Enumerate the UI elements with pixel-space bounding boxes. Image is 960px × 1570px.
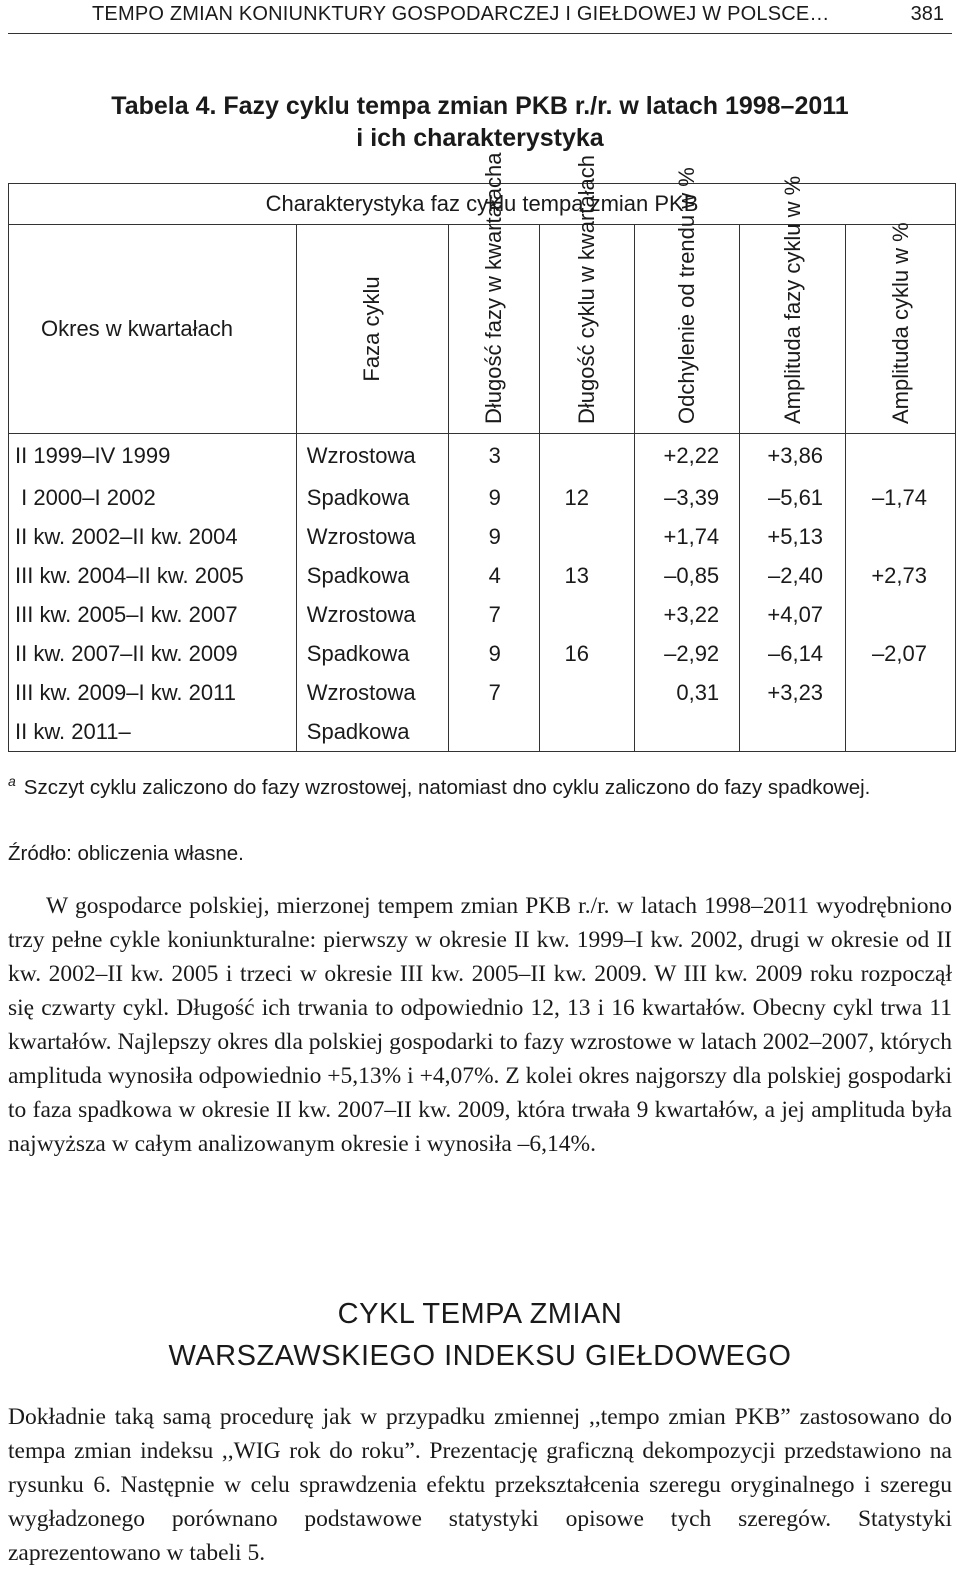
phase-length-cell	[448, 712, 540, 752]
table-caption-line2: i ich charakterystyka	[356, 124, 604, 152]
table-span-header: Charakterystyka faz cyklu tempa zmian PKB	[9, 184, 956, 225]
period-cell: III kw. 2005–I kw. 2007	[9, 595, 297, 634]
phase-length-cell: 9	[448, 517, 540, 556]
column-header-amplituda-fazy: Amplituda fazy cyklu w %	[740, 225, 846, 434]
period-cell: I 2000–I 2002	[9, 478, 297, 517]
phase-amplitude-cell: +4,07	[740, 595, 846, 634]
section-heading-line2: WARSZAWSKIEGO INDEKSU GIEŁDOWEGO	[168, 1340, 792, 1372]
cycle-length-cell	[540, 595, 635, 634]
cycle-amplitude-cell: –2,07	[846, 634, 956, 673]
period-cell: III kw. 2004–II kw. 2005	[9, 556, 297, 595]
table-footnote	[8, 767, 952, 802]
table-row	[9, 673, 956, 712]
table-body	[9, 434, 956, 752]
phase-cell: Wzrostowa	[296, 673, 448, 712]
table-row	[9, 556, 956, 595]
table-row	[9, 634, 956, 673]
trend-deviation-cell: +3,22	[635, 595, 740, 634]
trend-deviation-cell: +2,22	[635, 434, 740, 479]
phase-cell: Wzrostowa	[296, 595, 448, 634]
cycle-length-cell	[540, 434, 635, 479]
cycle-length-cell: 13	[540, 556, 635, 595]
phase-cell: Spadkowa	[296, 556, 448, 595]
cycle-amplitude-cell	[846, 434, 956, 479]
period-cell: III kw. 2009–I kw. 2011	[9, 673, 297, 712]
phase-length-cell: 9	[448, 478, 540, 517]
table-caption	[0, 90, 960, 154]
table-row	[9, 595, 956, 634]
phase-length-cell: 7	[448, 673, 540, 712]
table-row	[9, 517, 956, 556]
phase-cell: Spadkowa	[296, 478, 448, 517]
cycle-length-cell	[540, 517, 635, 556]
table-row	[9, 434, 956, 479]
section-heading	[0, 1293, 960, 1377]
period-cell: II kw. 2007–II kw. 2009	[9, 634, 297, 673]
phase-length-cell: 7	[448, 595, 540, 634]
column-header-odchylenie: Odchylenie od trendu w %	[635, 225, 740, 434]
cycle-amplitude-cell	[846, 517, 956, 556]
cycle-length-cell	[540, 712, 635, 752]
column-header-dlugosc-cyklu: Długość cyklu w kwartałach	[540, 225, 635, 434]
trend-deviation-cell: 0,31	[635, 673, 740, 712]
cycle-amplitude-cell: –1,74	[846, 478, 956, 517]
period-cell: II 1999–IV 1999	[9, 434, 297, 479]
table-row	[9, 478, 956, 517]
column-header-okres: Okres w kwartałach	[9, 225, 297, 434]
column-header-dlugosc-fazy: Długość fazy w kwartałacha	[448, 225, 540, 434]
phase-amplitude-cell	[740, 712, 846, 752]
phase-cell: Spadkowa	[296, 712, 448, 752]
trend-deviation-cell: –0,85	[635, 556, 740, 595]
table-source: Źródło: obliczenia własne.	[8, 842, 244, 865]
period-cell: II kw. 2002–II kw. 2004	[9, 517, 297, 556]
trend-deviation-cell: –2,92	[635, 634, 740, 673]
cycle-amplitude-cell	[846, 673, 956, 712]
body-paragraph-2: Dokładnie taką samą procedurę jak w przypadku zmiennej ,,tempo zmian PKB” zastosowano do tempa zmian indeksu ,,WIG rok do roku”. Prezentację graficzną dekompozycji przedstawiono na rysunku 6. Następnie w celu sprawdzenia efektu przekształcenia szeregu oryginalnego i szeregu wygładzonego porównano podstawowe statystyki opisowe tych szeregów. Statystyki zaprezentowano w tabeli 5.	[8, 1404, 952, 1566]
column-header-faza: Faza cyklu	[296, 225, 448, 434]
cycle-amplitude-cell: +2,73	[846, 556, 956, 595]
cycle-length-cell: 16	[540, 634, 635, 673]
table-caption-line1: Tabela 4. Fazy cyklu tempa zmian PKB r./r. w latach 1998–2011	[111, 92, 849, 120]
body-paragraph-1: W gospodarce polskiej, mierzonej tempem zmian PKB r./r. w latach 1998–2011 wyodrębniono trzy pełne cykle koniunkturalne: pierwszy w okresie II kw. 1999–I kw. 2002, drugi w okresie od II kw. 2002–II kw. 2005 i trzeci w okresie III kw. 2005–II kw. 2009. W III kw. 2009 roku rozpoczął się czwarty cykl. Długość ich trwania to odpowiednio 12, 13 i 16 kwartałów. Obecny cykl trwa 11 kwartałów. Najlepszy okres dla polskiej gospodarki to fazy wzrostowe w latach 2002–2007, których amplituda wynosiła odpowiednio +5,13% i +4,07%. Z kolei okres najgorszy dla polskiej gospodarki to faza spadkowa w okresie II kw. 2007–II kw. 2009, która trwała 9 kwartałów, a jej amplituda była najwyższa w całym analizowanym okresie i wynosiła –6,14%.	[8, 893, 952, 1157]
phase-cell: Wzrostowa	[296, 434, 448, 479]
phase-amplitude-cell: –6,14	[740, 634, 846, 673]
table-row	[9, 712, 956, 752]
section-heading-line1: CYKL TEMPA ZMIAN	[337, 1298, 623, 1330]
cycle-length-cell	[540, 673, 635, 712]
trend-deviation-cell: –3,39	[635, 478, 740, 517]
period-cell: II kw. 2011–	[9, 712, 297, 752]
phase-cell: Spadkowa	[296, 634, 448, 673]
cycle-phases-table	[8, 152, 956, 752]
column-header-amplituda-cyklu: Amplituda cyklu w %	[846, 225, 956, 434]
phase-amplitude-cell: +3,23	[740, 673, 846, 712]
cycle-length-cell: 12	[540, 478, 635, 517]
phase-amplitude-cell: –2,40	[740, 556, 846, 595]
footnote-text: Szczyt cyklu zaliczono do fazy wzrostowej, natomiast dno cyklu zaliczono do fazy spadkowej.	[23, 775, 871, 799]
page-number: 381	[910, 3, 944, 25]
phase-cell: Wzrostowa	[296, 517, 448, 556]
running-header	[8, 0, 952, 34]
phase-amplitude-cell: +5,13	[740, 517, 846, 556]
footnote-marker: a	[8, 773, 16, 789]
phase-amplitude-cell: +3,86	[740, 434, 846, 479]
phase-length-cell: 3	[448, 434, 540, 479]
cycle-amplitude-cell	[846, 712, 956, 752]
cycle-amplitude-cell	[846, 595, 956, 634]
trend-deviation-cell: +1,74	[635, 517, 740, 556]
phase-length-cell: 4	[448, 556, 540, 595]
phase-length-cell: 9	[448, 634, 540, 673]
trend-deviation-cell	[635, 712, 740, 752]
running-title: TEMPO ZMIAN KONIUNKTURY GOSPODARCZEJ I GIEŁDOWEJ W POLSCE…	[92, 3, 830, 25]
phase-amplitude-cell: –5,61	[740, 478, 846, 517]
